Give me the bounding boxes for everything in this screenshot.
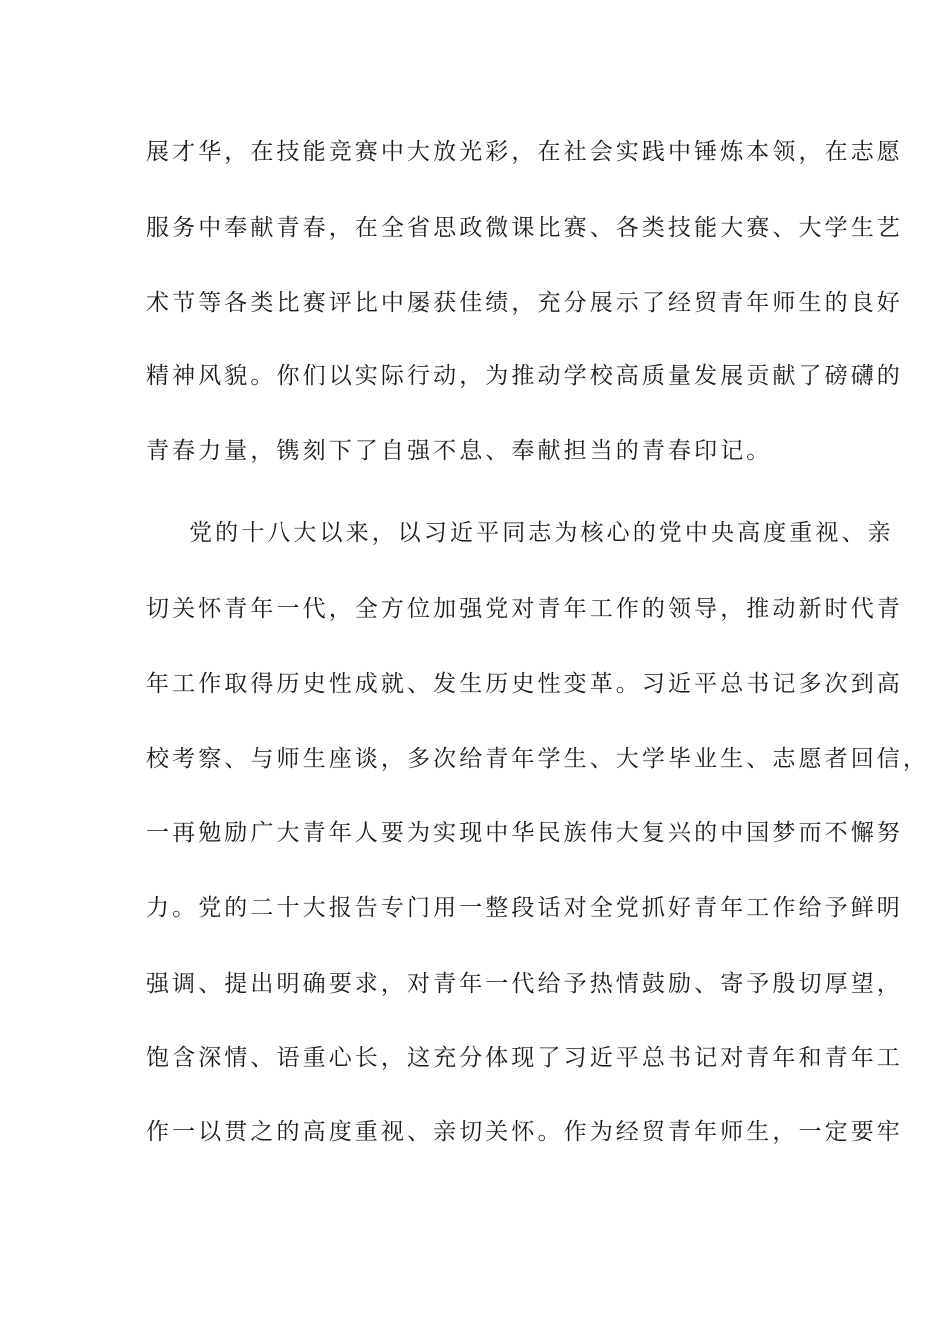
text-line: 作一以贯之的高度重视、亲切关怀。作为经贸青年师生，一定要牢 (146, 1119, 903, 1145)
text-line: 术节等各类比赛评比中屡获佳绩，充分展示了经贸青年师生的良好 (146, 290, 903, 316)
text-line: 青春力量，镌刻下了自强不息、奉献担当的青春印记。 (146, 438, 773, 464)
text-line: 服务中奉献青春，在全省思政微课比赛、各类技能大赛、大学生艺 (146, 215, 903, 241)
text-line: 精神风貌。你们以实际行动，为推动学校高质量发展贡献了磅礴的 (146, 363, 903, 389)
text-line: 党的十八大以来，以习近平同志为核心的党中央高度重视、亲 (189, 520, 894, 546)
text-line: 年工作取得历史性成就、发生历史性变革。习近平总书记多次到高 (146, 671, 903, 697)
text-line: 饱含深情、语重心长，这充分体现了习近平总书记对青年和青年工 (146, 1045, 903, 1071)
text-line: 强调、提出明确要求，对青年一代给予热情鼓励、寄予殷切厚望， (146, 971, 903, 997)
text-line: 校考察、与师生座谈，多次给青年学生、大学毕业生、志愿者回信， (146, 746, 929, 772)
text-line: 一再勉励广大青年人要为实现中华民族伟大复兴的中国梦而不懈努 (146, 820, 903, 846)
text-line: 力。党的二十大报告专门用一整段话对全党抓好青年工作给予鲜明 (146, 895, 903, 921)
text-line: 展才华，在技能竞赛中大放光彩，在社会实践中锤炼本领，在志愿 (146, 139, 903, 165)
text-line: 切关怀青年一代，全方位加强党对青年工作的领导，推动新时代青 (146, 596, 903, 622)
